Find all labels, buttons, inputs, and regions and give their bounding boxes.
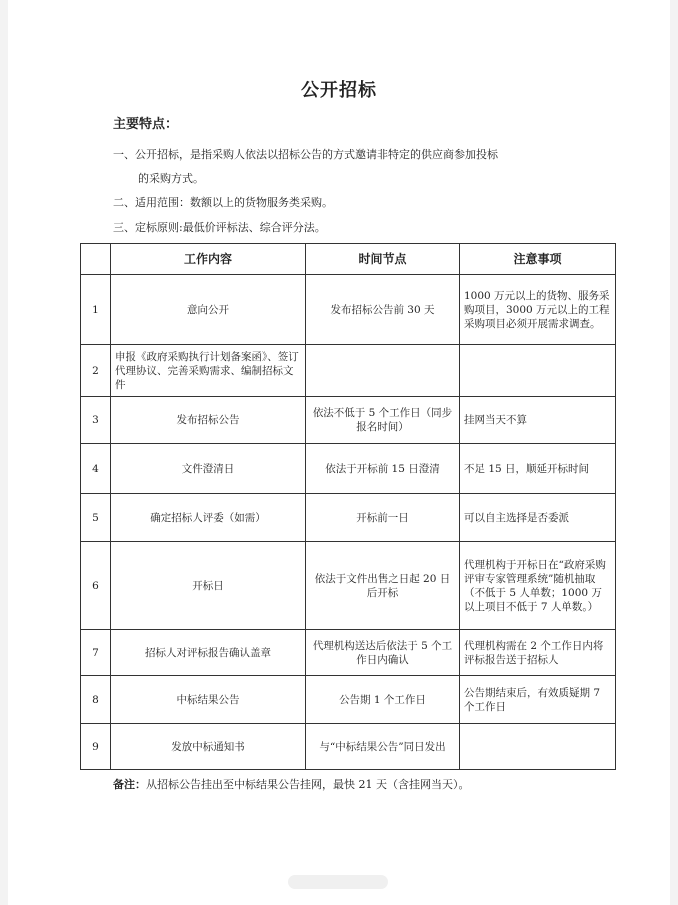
paragraph-3: 三、定标原则:最低价评标法、综合评分法。 [113, 221, 326, 234]
bidding-process-table [80, 243, 616, 770]
time-node-cell: 依法于文件出售之日起 20 日后开标 [306, 542, 460, 630]
notes-cell: 1000 万元以上的货物、服务采购项目，3000 万元以上的工程采购项目必须开展需求调查。 [460, 275, 616, 345]
work-content-cell: 意向公开 [111, 275, 306, 345]
time-node-cell: 开标前一日 [306, 494, 460, 542]
table-row [81, 494, 616, 542]
time-node-cell: 代理机构送达后依法于 5 个工作日内确认 [306, 630, 460, 676]
notes-cell: 挂网当天不算 [460, 397, 616, 444]
notes-cell: 不足 15 日，顺延开标时间 [460, 444, 616, 494]
table-row [81, 397, 616, 444]
notes-cell [460, 345, 616, 397]
row-number: 7 [81, 630, 111, 676]
work-content-cell: 文件澄清日 [111, 444, 306, 494]
time-node-cell [306, 345, 460, 397]
table-row [81, 444, 616, 494]
work-content-cell: 发放中标通知书 [111, 724, 306, 770]
time-node-cell: 依法于开标前 15 日澄清 [306, 444, 460, 494]
work-content-cell: 中标结果公告 [111, 676, 306, 724]
row-number: 2 [81, 345, 111, 397]
remark-label: 备注： [113, 778, 146, 791]
paragraph-1-line-1: 一、公开招标，是指采购人依法以招标公告的方式邀请非特定的供应商参加投标 [113, 148, 498, 161]
table-row [81, 275, 616, 345]
row-number: 3 [81, 397, 111, 444]
work-content-cell: 开标日 [111, 542, 306, 630]
header-time-node: 时间节点 [306, 244, 460, 275]
table-row [81, 724, 616, 770]
row-number: 4 [81, 444, 111, 494]
row-number: 9 [81, 724, 111, 770]
header-index [81, 244, 111, 275]
time-node-cell: 依法不低于 5 个工作日（同步报名时间） [306, 397, 460, 444]
work-content-cell: 确定招标人评委（如需） [111, 494, 306, 542]
notes-cell: 可以自主选择是否委派 [460, 494, 616, 542]
row-number: 1 [81, 275, 111, 345]
section-subtitle: 主要特点： [113, 117, 179, 132]
table-header-row [81, 244, 616, 275]
paragraph-2: 二、适用范围：数额以上的货物服务类采购。 [113, 196, 333, 209]
notes-cell [460, 724, 616, 770]
work-content-cell: 招标人对评标报告确认盖章 [111, 630, 306, 676]
header-notes: 注意事项 [460, 244, 616, 275]
notes-cell: 代理机构于开标日在“政府采购评审专家管理系统”随机抽取（不低于 5 人单数；1000 万以上项目不低于 7 人单数。） [460, 542, 616, 630]
table-row [81, 676, 616, 724]
watermark-mark [288, 875, 388, 889]
time-node-cell: 与“中标结果公告”同日发出 [306, 724, 460, 770]
row-number: 5 [81, 494, 111, 542]
time-node-cell: 公告期 1 个工作日 [306, 676, 460, 724]
header-work-content: 工作内容 [111, 244, 306, 275]
remark-text: 从招标公告挂出至中标结果公告挂网，最快 21 天（含挂网当天）。 [146, 778, 470, 791]
notes-cell: 公告期结束后，有效质疑期 7 个工作日 [460, 676, 616, 724]
table-row [81, 345, 616, 397]
table-row [81, 542, 616, 630]
work-content-cell: 发布招标公告 [111, 397, 306, 444]
paragraph-1-line-2: 的采购方式。 [138, 172, 204, 185]
time-node-cell: 发布招标公告前 30 天 [306, 275, 460, 345]
row-number: 6 [81, 542, 111, 630]
remark-line [113, 776, 470, 792]
page-title: 公开招标 [301, 80, 377, 101]
notes-cell: 代理机构需在 2 个工作日内将评标报告送于招标人 [460, 630, 616, 676]
table-row [81, 630, 616, 676]
work-content-cell: 申报《政府采购执行计划备案函》、签订代理协议、完善采购需求、编制招标文件 [111, 345, 306, 397]
row-number: 8 [81, 676, 111, 724]
